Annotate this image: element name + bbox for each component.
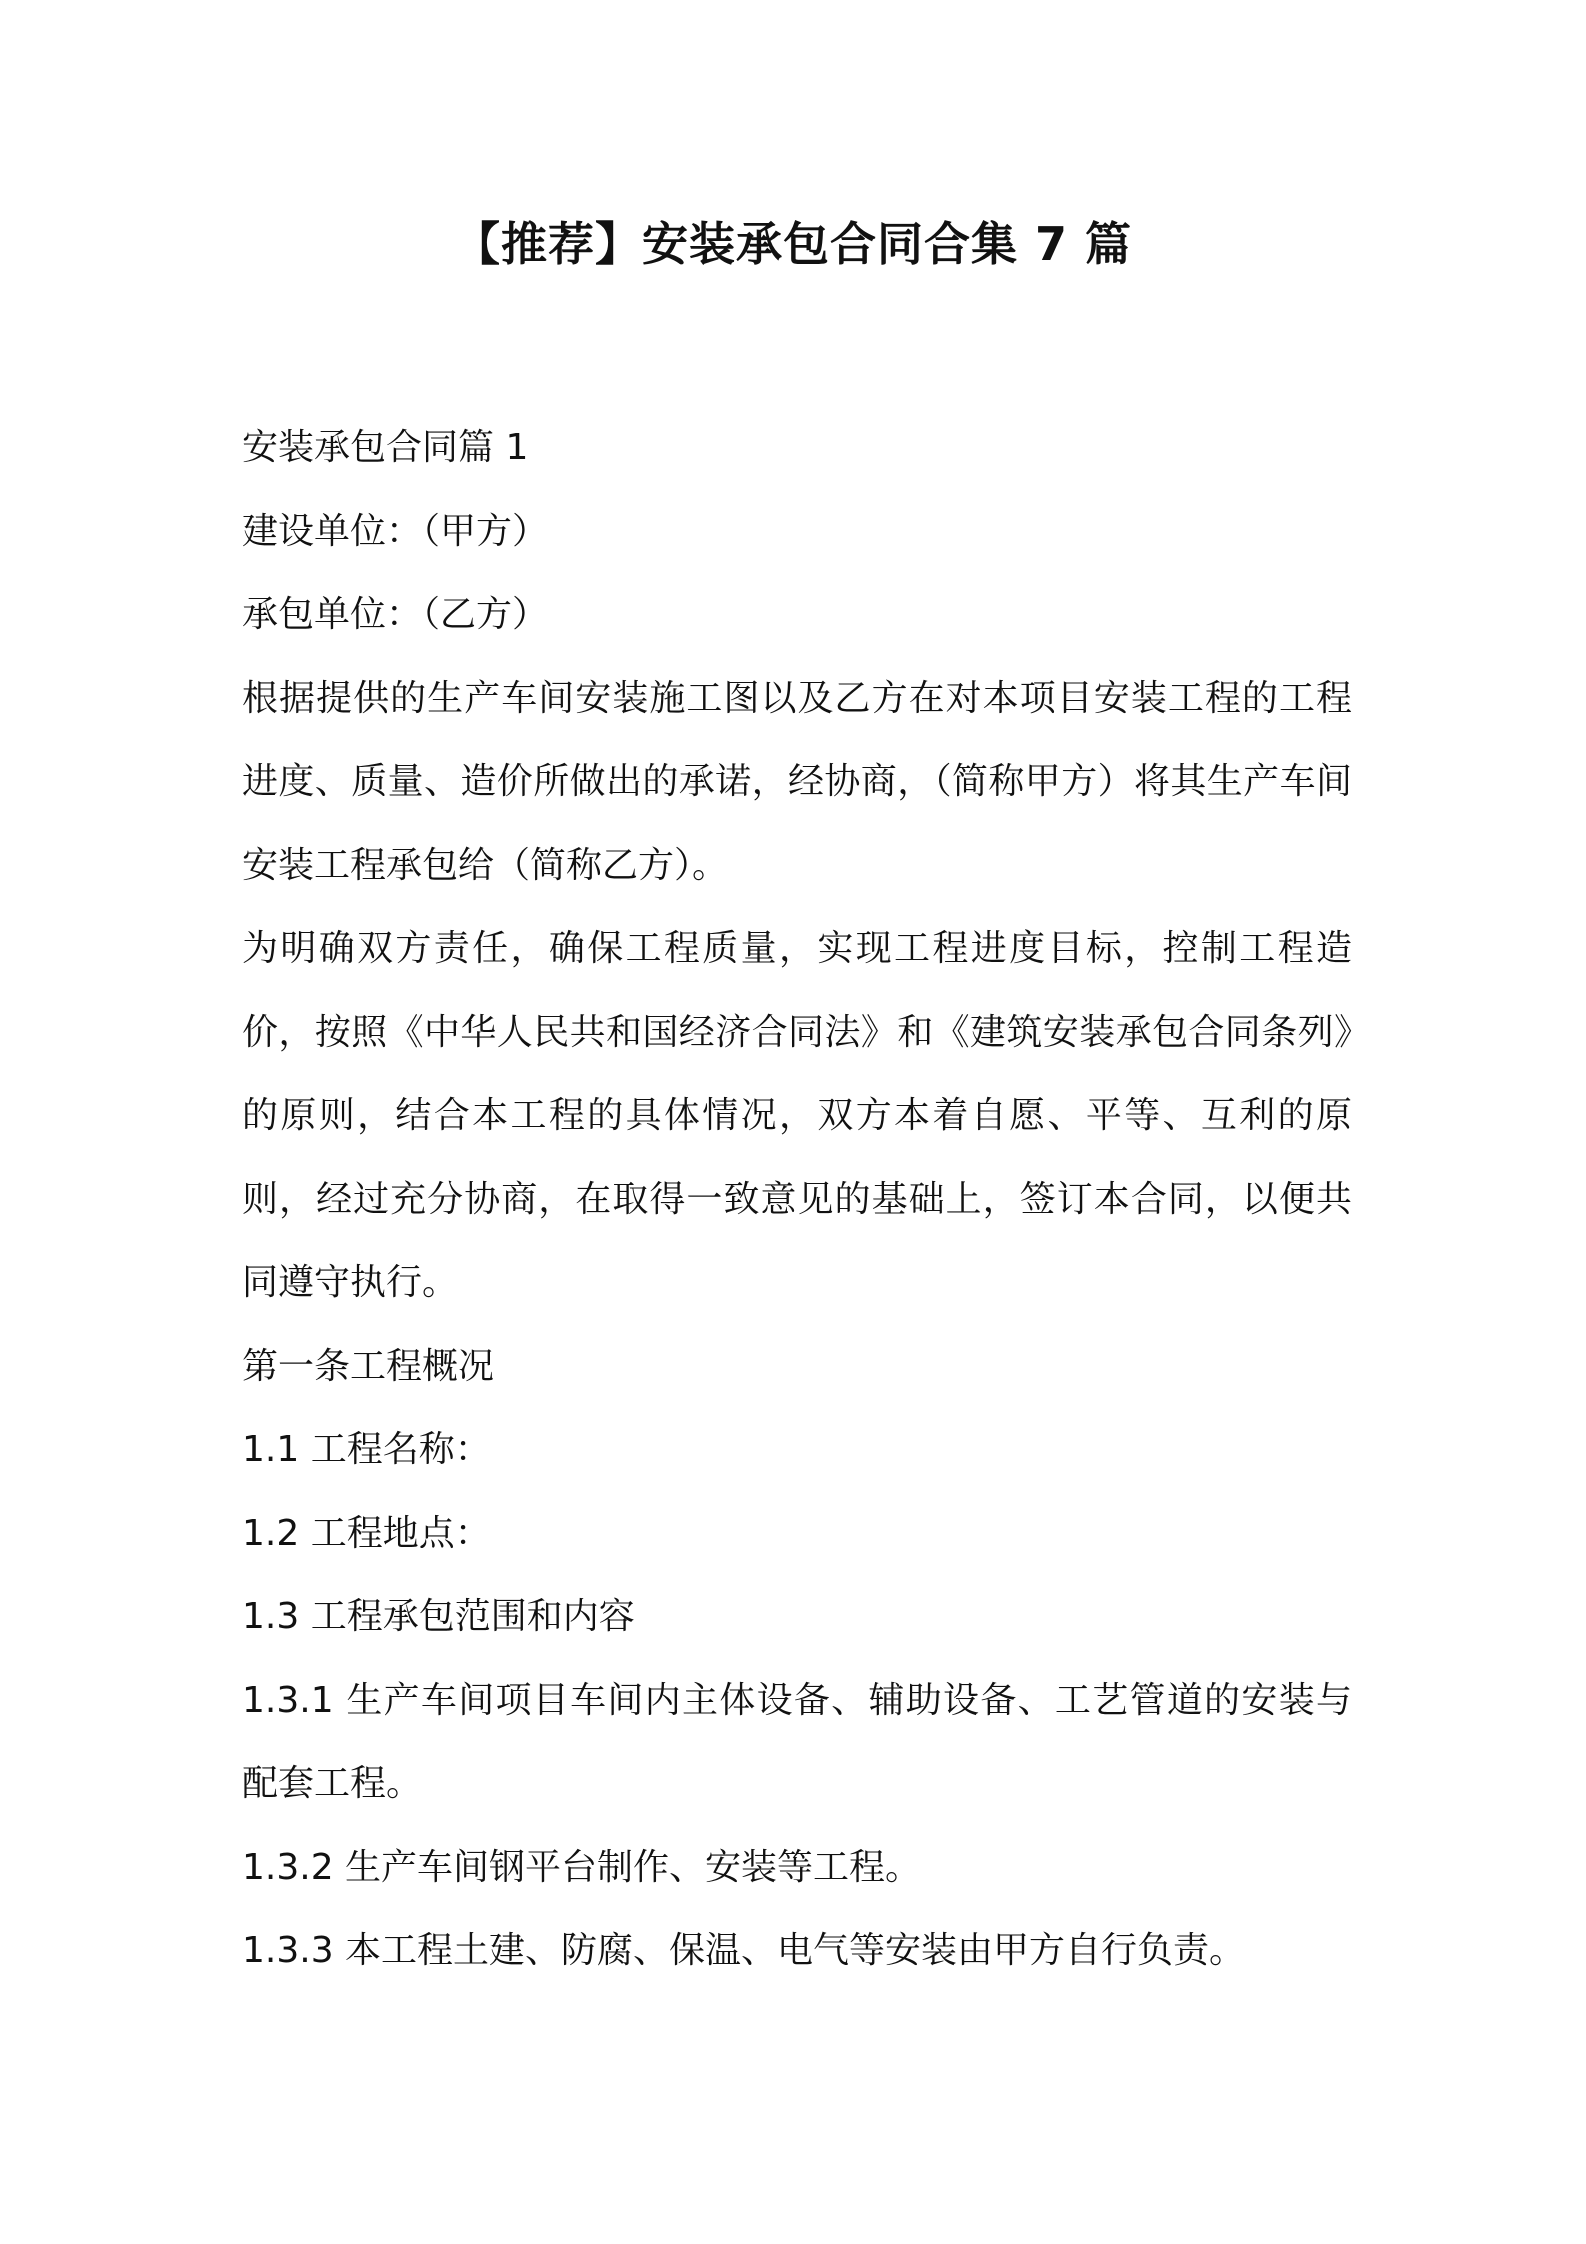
clause-1-3-1: 1.3.1 生产车间项目车间内主体设备、辅助设备、工艺管道的安装与配套工程。 — [242, 1679, 1352, 1804]
article-heading: 第一条工程概况 — [242, 1345, 495, 1387]
document-title: 【推荐】安装承包合同合集 7 篇 — [453, 217, 1133, 271]
clause-1-3: 1.3 工程承包范围和内容 — [242, 1596, 635, 1637]
intro-paragraph: 根据提供的生产车间安装施工图以及乙方在对本项目安装工程的工程进度、质量、造价所做出的承诺，经协商，（简称甲方）将其生产车间安装工程承包给（简称乙方）。 — [242, 677, 1352, 886]
clause-1-3-2: 1.3.2 生产车间钢平台制作、安装等工程。 — [242, 1846, 922, 1888]
party-b-line: 承包单位：（乙方） — [242, 594, 549, 635]
clause-1-3-3: 1.3.3 本工程土建、防腐、保温、电气等安装由甲方自行负责。 — [242, 1930, 1246, 1971]
party-a-line: 建设单位：（甲方） — [242, 510, 549, 552]
section-heading: 安装承包合同篇 1 — [242, 427, 529, 468]
purpose-paragraph: 为明确双方责任，确保工程质量，实现工程进度目标，控制工程造价，按照《中华人民共和国经济合同法》和《建筑安装承包合同条列》的原则，结合本工程的具体情况，双方本着自愿、平等、互利的原则，经过充分协商，在取得一致意见的基础上，签订本合同，以便共同遵守执行。 — [242, 928, 1352, 1303]
clause-1-2: 1.2 工程地点： — [242, 1512, 491, 1554]
document-body — [242, 406, 1352, 1993]
clause-1-1: 1.1 工程名称： — [242, 1429, 491, 1470]
